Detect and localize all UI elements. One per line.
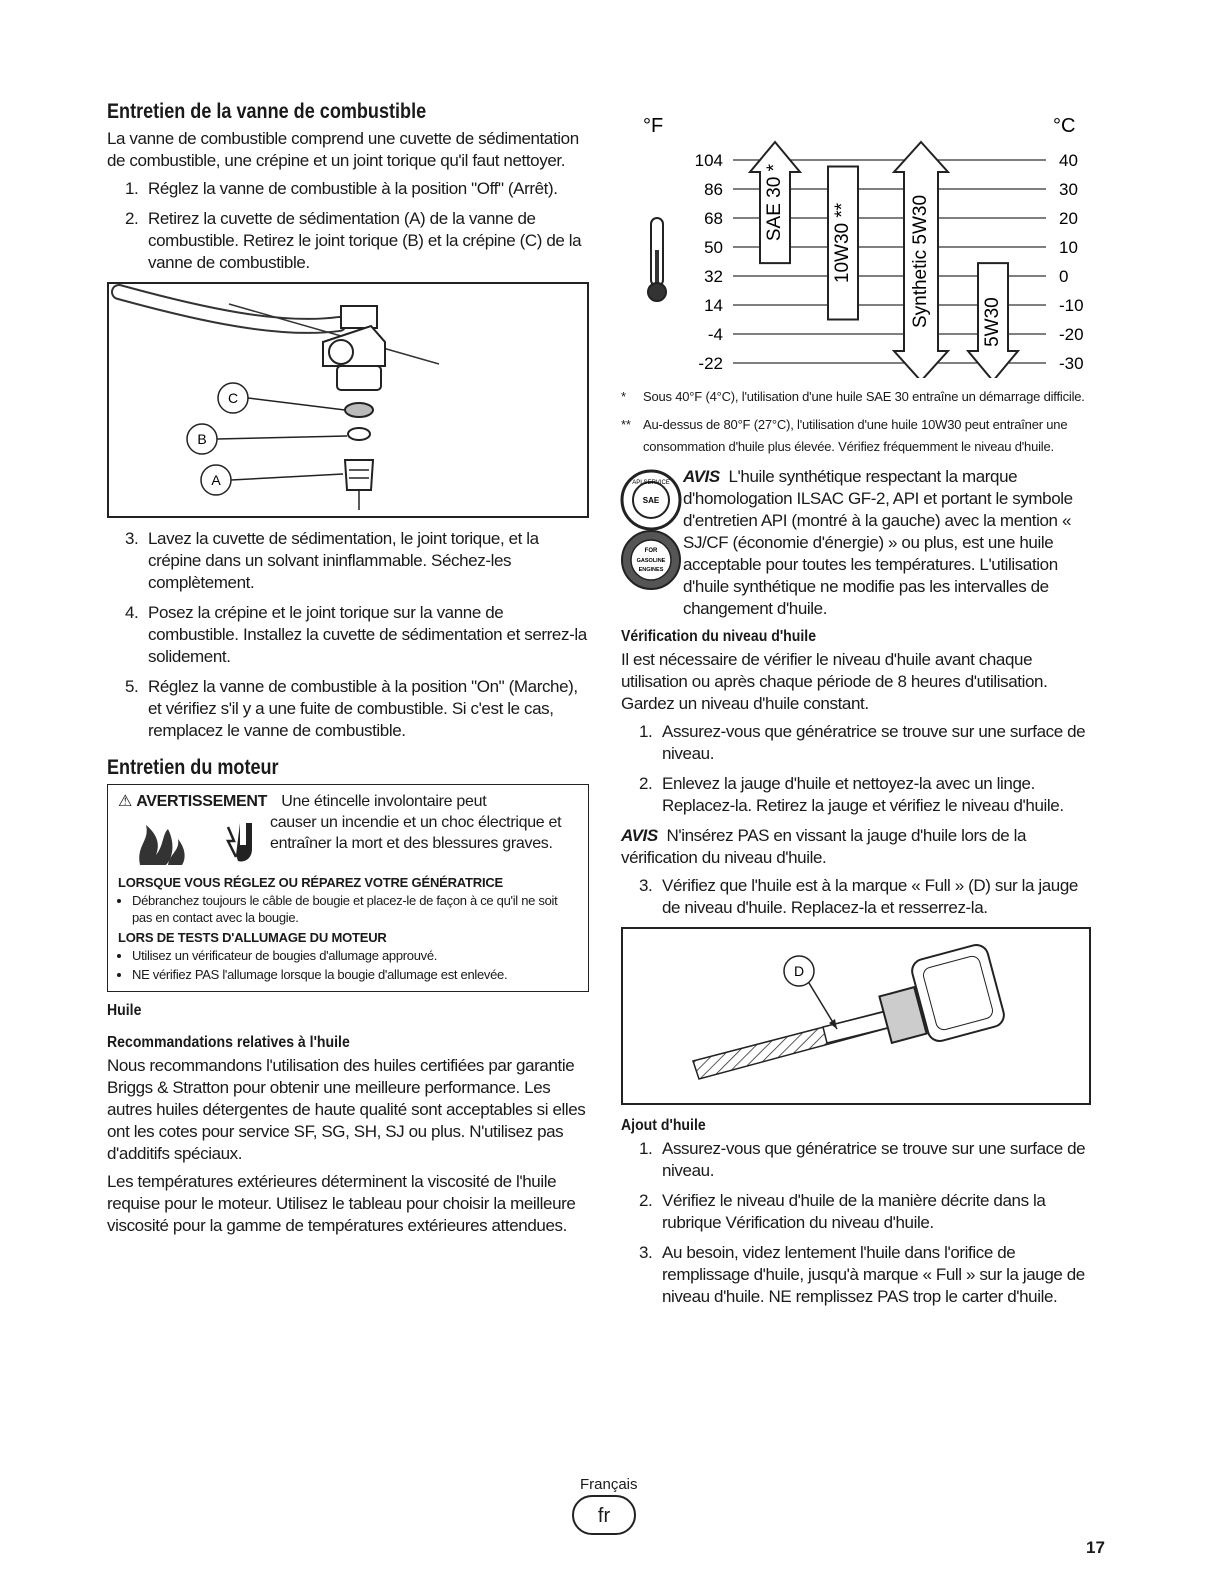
- tick-label-f: 50: [704, 238, 723, 257]
- thermometer-icon: [648, 218, 666, 301]
- svg-text:API SERVICE: API SERVICE: [632, 480, 670, 486]
- warning-subheading-repair: LORSQUE VOUS RÉGLEZ OU RÉPAREZ VOTRE GÉNÉRATRICE: [118, 875, 504, 890]
- section-title-fuel-valve: Entretien de la vanne de combustible: [107, 100, 427, 123]
- fuel-valve-figure: [107, 282, 589, 518]
- viscosity-chart: [621, 100, 1091, 378]
- avis-dipstick-note: AVIS N'insérez PAS en vissant la jauge d'huile lors de la vérification du niveau d'huile.: [621, 826, 1027, 867]
- electric-shock-icon: [228, 823, 252, 862]
- viscosity-bar-label: SAE 30 *: [764, 164, 786, 242]
- tick-label-f: 14: [704, 296, 723, 315]
- warning-box: [107, 784, 589, 992]
- callout-a: A: [211, 472, 221, 488]
- tick-label-f: 86: [704, 180, 723, 199]
- list-item: 3. Lavez la cuvette de sédimentation, le joint torique, et la crépine dans un solvant ininflammable. Séchez-les complètement.: [125, 529, 539, 592]
- tick-label-c: 30: [1059, 180, 1078, 199]
- tick-label-c: 40: [1059, 151, 1078, 170]
- heading-oil-recommendations: Recommandations relatives à l'huile: [107, 1034, 350, 1051]
- list-item: 1. Réglez la vanne de combustible à la position "Off" (Arrêt).: [125, 179, 558, 198]
- dipstick-illustration: [623, 929, 1089, 1103]
- heading-oil: Huile: [107, 1002, 142, 1019]
- list-item: 4. Posez la crépine et le joint torique sur la vanne de combustible. Installez la cuvette de sédimentation et serrez-la solidement.: [125, 603, 587, 666]
- tick-label-f: 32: [704, 267, 723, 286]
- list-item: 3. Vérifiez que l'huile est à la marque « Full » (D) sur la jauge de niveau d'huile. Replacez-la et resserrez-la.: [639, 876, 1078, 917]
- callout-d: D: [793, 963, 805, 979]
- right-column: [621, 100, 1091, 1316]
- list-item: 3. Au besoin, videz lentement l'huile dans l'orifice de remplissage d'huile, jusqu'à marque « Full » sur la jauge de niveau d'huile. NE remplissez PAS trop le carter d'huile.: [639, 1243, 1085, 1306]
- list-item: • NE vérifiez PAS l'allumage lorsque la bougie d'allumage est enlevée.: [132, 966, 578, 983]
- list-item: 2. Retirez la cuvette de sédimentation (A) de la vanne de combustible. Retirez le joint torique (B) et la crépine (C) de la vanne de combustible.: [125, 209, 582, 272]
- heading-add-oil: Ajout d'huile: [621, 1117, 706, 1134]
- warning-subheading-test: LORS DE TESTS D'ALLUMAGE DU MOTEUR: [118, 930, 387, 945]
- avis-synthetic-text: AVIS L'huile synthétique respectant la marque d'homologation ILSAC GF-2, API et portant le symbole d'entretien API (montré à la gauche) avec la mention « SJ/CF (économie d'énergie) » ou plus, est une huile acceptable pour toutes les températures. L'utilisation d'huile synthétique ne modifie pas les intervalles de changement d'huile.: [683, 467, 1073, 618]
- left-column: [107, 100, 589, 1243]
- list-item: • Débranchez toujours le câble de bougie et placez-le de façon à ce qu'il ne soit pas en contact avec la bougie.: [132, 892, 578, 926]
- viscosity-bar-label: 5W30: [982, 297, 1004, 347]
- fuel-valve-steps-a: [107, 178, 589, 274]
- tick-label-c: -20: [1059, 325, 1084, 344]
- footer-language: Français: [580, 1476, 638, 1493]
- tick-label-c: -30: [1059, 354, 1084, 373]
- tick-label-f: 104: [694, 151, 723, 170]
- heading-oil-level-check: Vérification du niveau d'huile: [621, 628, 817, 645]
- page-number: 17: [1086, 1538, 1105, 1557]
- viscosity-chart-svg: [621, 100, 1091, 378]
- oil-reco-paragraph-2: Les températures extérieures déterminent la viscosité de l'huile requise pour le moteur. Utilisez le tableau pour choisir la meilleure viscosité pour la gamme de températures extérieures attendues.: [107, 1172, 576, 1235]
- svg-text:ENGINES: ENGINES: [638, 567, 664, 573]
- svg-text:GASOLINE: GASOLINE: [636, 558, 666, 564]
- warning-text-line1: Une étincelle involontaire peut: [281, 793, 487, 810]
- tick-label-c: 0: [1059, 267, 1069, 286]
- fuel-valve-steps-b: [107, 528, 589, 742]
- oil-level-paragraph: Il est nécessaire de vérifier le niveau d'huile avant chaque utilisation ou après chaque période de 8 heures d'utilisation. Gardez un niveau d'huile constant.: [621, 650, 1048, 713]
- warning-text-line2: causer un incendie et un choc électrique et entraîner la mort et des blessures graves.: [270, 814, 562, 852]
- dipstick-figure: [621, 927, 1091, 1105]
- oil-level-step-3: [621, 875, 1091, 919]
- tick-label-f: -22: [698, 354, 723, 373]
- section-title-engine: Entretien du moteur: [107, 756, 279, 779]
- list-item: 2. Vérifiez le niveau d'huile de la manière décrite dans la rubrique Vérification du niveau d'huile.: [639, 1191, 1046, 1232]
- language-code-badge: fr: [572, 1495, 636, 1535]
- list-item: 5. Réglez la vanne de combustible à la position "On" (Marche), et vérifiez s'il y a une fuite de combustible. Si c'est le cas, remplacez le vanne de combustible.: [125, 677, 578, 740]
- list-item: 1. Assurez-vous que génératrice se trouve sur une surface de niveau.: [639, 722, 1086, 763]
- list-item: 2. Enlevez la jauge d'huile et nettoyez-la avec un linge. Replacez-la. Retirez la jauge et vérifiez le niveau d'huile.: [639, 774, 1064, 815]
- fuel-valve-illustration: [109, 284, 587, 516]
- avis-synthetic-block: [621, 466, 1091, 620]
- oil-level-steps: [621, 721, 1091, 817]
- callout-b: B: [197, 431, 207, 447]
- tick-label-c: -10: [1059, 296, 1084, 315]
- footnote-1: * Sous 40°F (4°C), l'utilisation d'une huile SAE 30 entraîne un démarrage difficile.: [621, 389, 1085, 404]
- axis-unit-c: °C: [1053, 115, 1076, 137]
- warning-signal-word: AVERTISSEMENT: [136, 793, 268, 810]
- tick-label-c: 20: [1059, 209, 1078, 228]
- viscosity-bar-label: Synthetic 5W30: [910, 194, 932, 329]
- warning-bullets-repair: [118, 892, 578, 926]
- svg-text:FOR: FOR: [644, 548, 658, 554]
- footnote-2: ** Au-dessus de 80°F (27°C), l'utilisation d'une huile 10W30 peut entraîner une consommation d'huile plus élevée. Vérifiez fréquemment le niveau d'huile.: [621, 417, 1068, 454]
- fuel-valve-intro: La vanne de combustible comprend une cuvette de sédimentation de combustible, une crépine et un joint torique qu'il faut nettoyer.: [107, 129, 579, 170]
- tick-label-f: 68: [704, 209, 723, 228]
- list-item: • Utilisez un vérificateur de bougies d'allumage approuvé.: [132, 947, 578, 964]
- fire-and-shock-icons: [132, 815, 272, 867]
- list-item: 1. Assurez-vous que génératrice se trouve sur une surface de niveau.: [639, 1139, 1086, 1180]
- warning-triangle-icon: ⚠: [118, 793, 133, 810]
- svg-text:SAE: SAE: [642, 496, 660, 505]
- fire-icon: [139, 825, 184, 865]
- oil-reco-paragraph-1: Nous recommandons l'utilisation des huiles certifiées par garantie Briggs & Stratton pour obtenir une meilleure performance. Les autres huiles détergentes de haute qualité sont acceptables si elles ont les cotes pour service SF, SG, SH, SJ ou plus. N'utilisez pas d'additifs spéciaux.: [107, 1056, 586, 1163]
- axis-unit-f: °F: [643, 115, 664, 137]
- add-oil-steps: [621, 1138, 1091, 1308]
- viscosity-bar-label: 10W30 **: [832, 202, 854, 284]
- callout-c: C: [227, 390, 239, 406]
- tick-label-c: 10: [1059, 238, 1078, 257]
- api-service-symbol-icon: [619, 468, 683, 592]
- tick-label-f: -4: [707, 325, 723, 344]
- warning-bullets-test: [118, 947, 578, 983]
